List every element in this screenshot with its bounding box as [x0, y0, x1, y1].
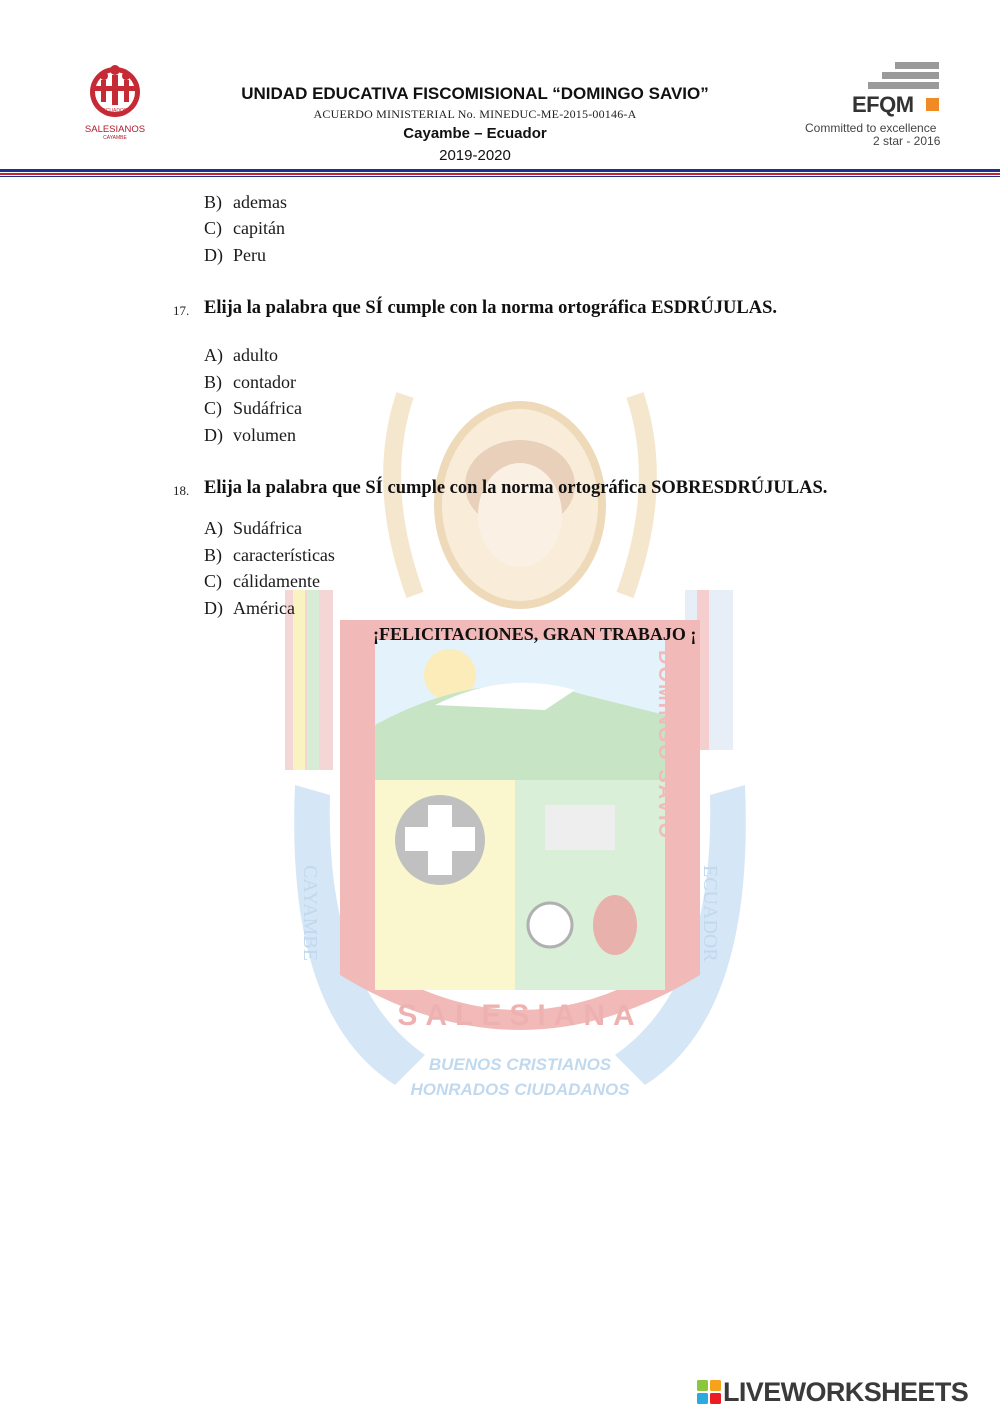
efqm-wordmark: EFQM: [852, 92, 914, 117]
q18-number: 18.: [173, 483, 190, 498]
liveworksheets-cubes-icon: [697, 1380, 721, 1404]
q17-option-a[interactable]: [204, 345, 278, 366]
q17-option-c[interactable]: [204, 398, 302, 419]
q16-option-d[interactable]: [204, 245, 266, 266]
liveworksheets-wordmark: LIVEWORKSHEETS: [723, 1377, 969, 1407]
crest-motto-2: HONRADOS CIUDADANOS: [410, 1080, 630, 1099]
option-text: capitán: [233, 218, 285, 238]
option-letter: D): [204, 598, 223, 618]
option-letter: C): [204, 398, 222, 418]
efqm-tagline: Committed to excellence: [805, 121, 937, 135]
option-letter: B): [204, 372, 222, 392]
option-letter: D): [204, 245, 223, 265]
q17-number: 17.: [173, 303, 190, 318]
option-letter: B): [204, 192, 222, 212]
school-year: 2019-2020: [439, 147, 511, 164]
q18-text: Elija la palabra que SÍ cumple con la norma ortográfica SOBRESDRÚJULAS.: [204, 478, 828, 498]
salesianos-logo-name: SALESIANOS: [84, 124, 146, 135]
option-text: volumen: [233, 425, 296, 445]
option-text: Peru: [233, 245, 266, 265]
salesianos-top-text: ECUADOR: [102, 108, 128, 114]
option-letter: D): [204, 425, 223, 445]
q16-option-b[interactable]: [204, 192, 287, 213]
option-text: contador: [233, 372, 296, 392]
crest-left-band: UNIDAD EDUCATIVA: [346, 665, 368, 895]
crest-left-side: CAYAMBE: [299, 865, 321, 961]
header-rule-blue: [0, 169, 1000, 172]
option-text: Sudáfrica: [233, 518, 302, 538]
efqm-orange-square-icon: [926, 98, 939, 111]
q18-option-a[interactable]: [204, 518, 302, 539]
option-text: ademas: [233, 192, 287, 212]
congratulations-message: ¡FELICITACIONES, GRAN TRABAJO ¡: [373, 624, 697, 644]
option-text: América: [233, 598, 295, 618]
crest-right-side: ECUADOR: [699, 865, 721, 962]
option-letter: A): [204, 345, 223, 365]
q17-text: Elija la palabra que SÍ cumple con la norma ortográfica ESDRÚJULAS.: [204, 298, 778, 318]
option-letter: B): [204, 545, 222, 565]
header-rule-blue-thin: [0, 176, 1000, 177]
efqm-logo: [800, 62, 945, 152]
q18-option-b[interactable]: [204, 545, 335, 566]
efqm-award: 2 star - 2016: [873, 134, 941, 148]
option-text: adulto: [233, 345, 278, 365]
option-letter: C): [204, 218, 222, 238]
crest-right-band: DOMINGO SAVIO: [654, 650, 676, 841]
q17-option-b[interactable]: [204, 372, 296, 393]
q16-option-c[interactable]: [204, 218, 285, 239]
option-letter: C): [204, 571, 222, 591]
q17-option-d[interactable]: [204, 425, 296, 446]
q18-option-d[interactable]: [204, 598, 295, 619]
efqm-bars-icon: [800, 62, 945, 92]
crest-banner: SALESIANA: [397, 999, 643, 1032]
option-letter: A): [204, 518, 223, 538]
header-rule-red: [0, 173, 1000, 175]
q18-option-c[interactable]: [204, 571, 320, 592]
option-text: Sudáfrica: [233, 398, 302, 418]
salesianos-logo-sub: CAYAMBE: [103, 135, 127, 141]
ministerial-agreement: ACUERDO MINISTERIAL No. MINEDUC-ME-2015-00146-A: [313, 107, 637, 121]
crest-motto-1: BUENOS CRISTIANOS: [428, 1055, 612, 1074]
option-text: cálidamente: [233, 571, 320, 591]
school-location: Cayambe – Ecuador: [403, 125, 547, 142]
option-text: características: [233, 545, 335, 565]
school-name: UNIDAD EDUCATIVA FISCOMISIONAL “DOMINGO SAVIO”: [241, 84, 709, 103]
